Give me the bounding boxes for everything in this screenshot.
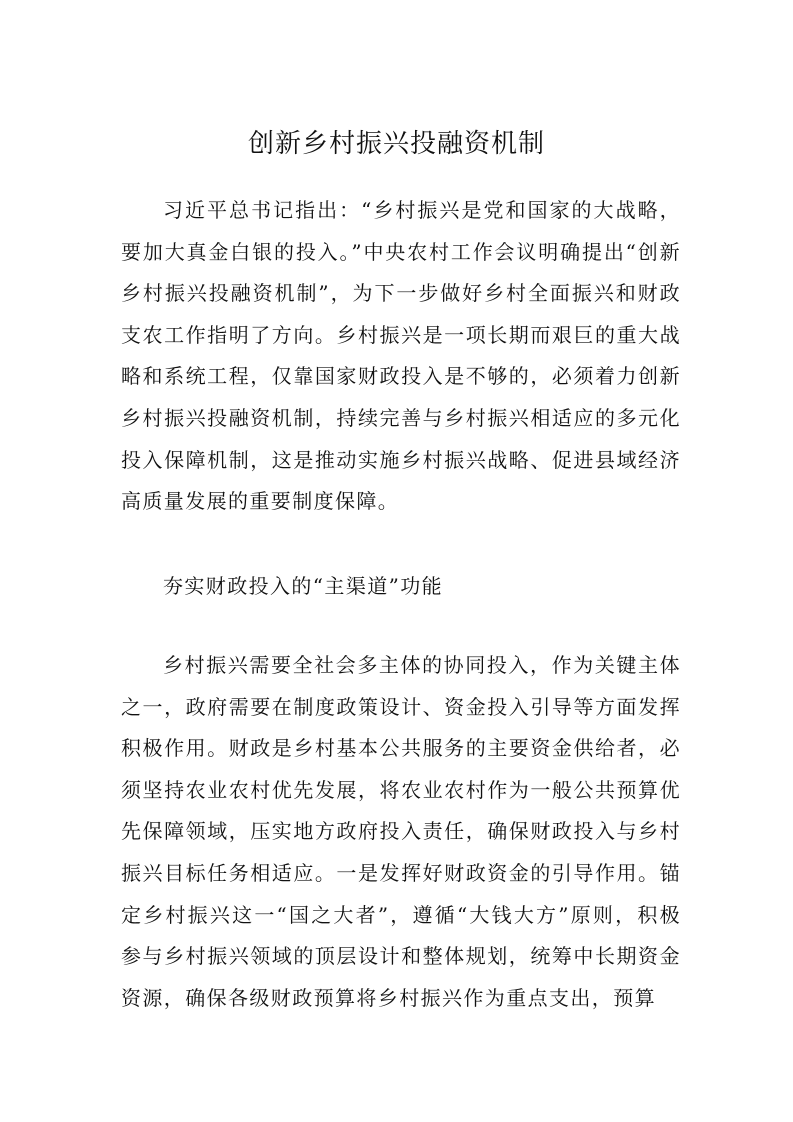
intro-paragraph: 习近平总书记指出：“乡村振兴是党和国家的大战略，要加大真金白银的投入。”中央农村工作会议明确提出“创新乡村振兴投融资机制”，为下一步做好乡村全面振兴和财政支农工作指明了方向。乡村振兴是一项长期而艰巨的重大战略和系统工程，仅靠国家财政投入是不够的，必须着力创新乡村振兴投融资机制，持续完善与乡村振兴相适应的多元化投入保障机制，这是推动实施乡村振兴战略、促进县域经济高质量发展的重要制度保障。 xyxy=(121,198,681,514)
document-title: 创新乡村振兴投融资机制 xyxy=(247,129,545,159)
section-heading: 夯实财政投入的“主渠道”功能 xyxy=(163,574,444,598)
body-paragraph: 乡村振兴需要全社会多主体的协同投入，作为关键主体之一，政府需要在制度政策设计、资金投入引导等方面发挥积极作用。财政是乡村基本公共服务的主要资金供给者，必须坚持农业农村优先发展，将农业农村作为一般公共预算优先保障领域，压实地方政府投入责任，确保财政投入与乡村振兴目标任务相适应。一是发挥好财政资金的引导作用。锚定乡村振兴这一“国之大者”，遵循“大钱大方”原则，积极参与乡村振兴领域的顶层设计和整体规划，统筹中长期资金资源，确保各级财政预算将乡村振兴作为重点支出，预算 xyxy=(121,653,681,1010)
